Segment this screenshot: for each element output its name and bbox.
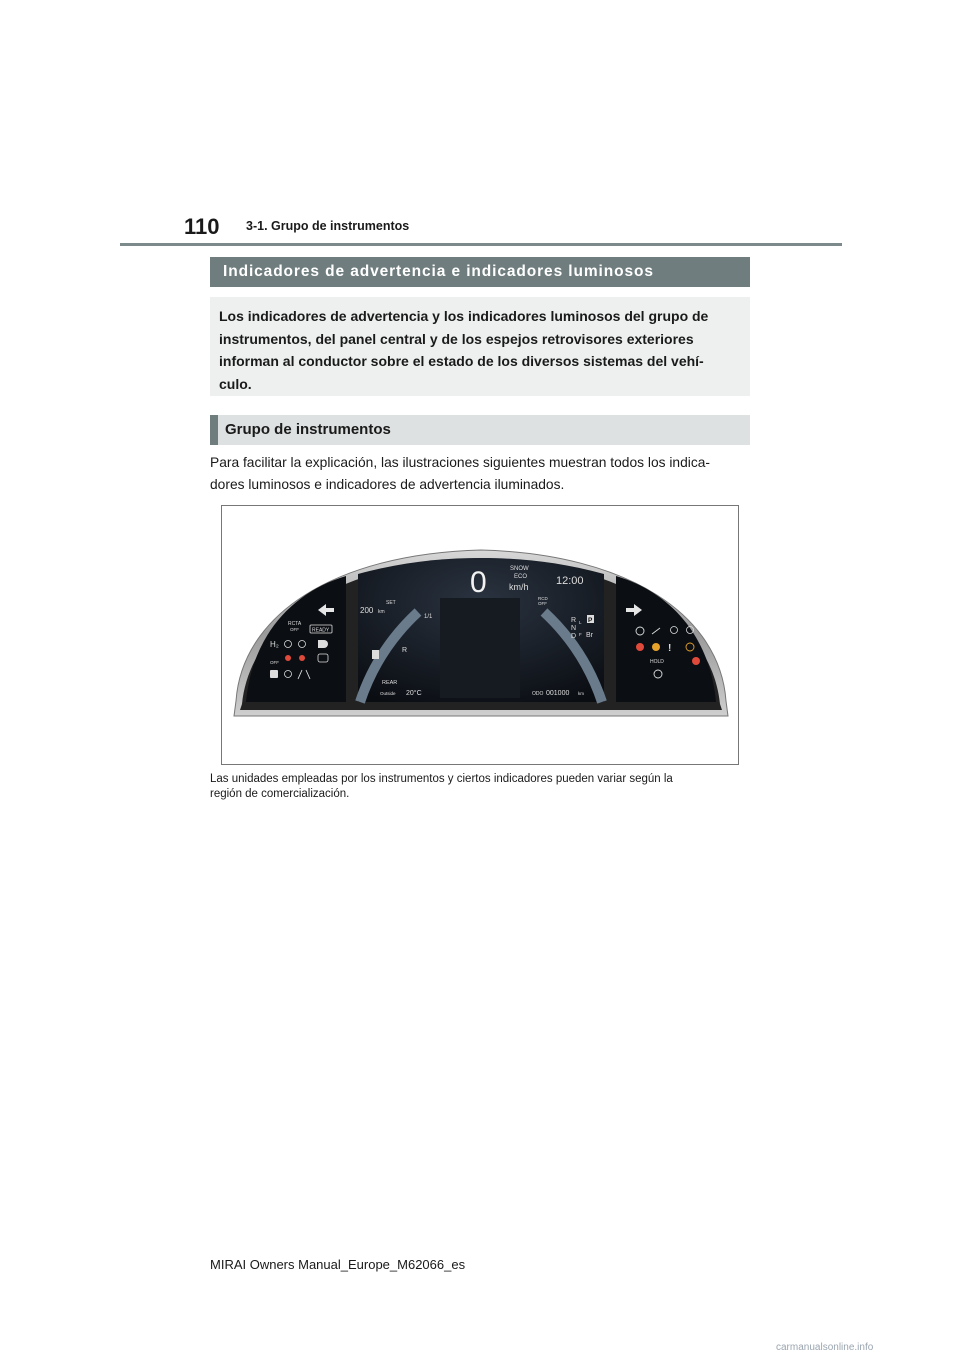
gear-d: D (571, 633, 577, 640)
rear-label: REAR (382, 680, 398, 686)
footer: MIRAI Owners Manual_Europe_M62066_es (210, 1257, 466, 1272)
caption-line: región de comercialización. (210, 788, 350, 800)
odo-label: ODO (532, 691, 544, 697)
outside-temp: 20°C (406, 690, 422, 697)
intro-line: instrumentos, del panel central y de los espejos retrovisores exteriores (219, 330, 694, 347)
fuel-icon (372, 650, 379, 659)
odo-value: 001000 (546, 690, 570, 697)
drive-mode-eco: ECO (514, 574, 528, 580)
caption-line: Las unidades empleadas por los instrumentos y ciertos indicadores pueden variar según la (210, 773, 673, 785)
gauge-r-label: R (402, 647, 408, 654)
abs-icon (636, 643, 644, 651)
intro-box (210, 297, 750, 396)
instrument-cluster-figure (221, 505, 739, 765)
parking-off-label: OFF (270, 660, 279, 665)
banner-title: Indicadores de advertencia e indicadores luminosos (210, 257, 750, 287)
clock: 12:00 (556, 575, 584, 587)
gear-l: L (579, 620, 582, 625)
intro-line: culo. (219, 375, 252, 392)
speed-readout: 0 (470, 566, 487, 599)
door-open-icon (270, 670, 278, 678)
gear-f: F (579, 632, 582, 637)
instrument-cluster-illustration (222, 506, 739, 765)
brake-warning-icon (692, 657, 700, 665)
hold-label: HOLD (650, 659, 664, 665)
intro-line: Los indicadores de advertencia y los indicadores luminosos del grupo de (219, 308, 709, 324)
intro-line: informan al conductor sobre el estado de los diversos sistemas del vehí- (219, 353, 704, 369)
body-paragraph (210, 452, 750, 496)
gear-n: N (571, 625, 577, 632)
page-number: 110 (184, 214, 220, 239)
rcd-off-label: OFF (538, 601, 547, 606)
airbag-icon (299, 655, 305, 661)
figure-caption (210, 772, 750, 802)
gear-r: R (571, 617, 577, 624)
paragraph-line: dores luminosos e indicadores de advertencia iluminados. (210, 477, 565, 492)
watermark: carmanualsonline.info (776, 1342, 874, 1353)
seatbelt-icon (285, 655, 291, 661)
section-title: 3-1. Grupo de instrumentos (246, 219, 410, 233)
rcta-label: RCTA (288, 621, 302, 627)
hydrogen-label: H₂ (270, 640, 279, 649)
gear-br: Br (586, 632, 593, 639)
fraction-label: 1/1 (424, 614, 433, 620)
range-value: 200 (360, 606, 374, 615)
headlight-icon (318, 640, 328, 648)
range-unit: km (378, 609, 385, 615)
rcd-label: RCD (538, 596, 548, 601)
ready-label: READY (312, 627, 330, 634)
header-rule (120, 243, 842, 246)
steering-icon (652, 643, 660, 651)
gear-p: P (588, 617, 593, 624)
master-warning: ! (668, 643, 672, 654)
outside-label: Outside (380, 691, 396, 696)
set-label: SET (386, 600, 396, 606)
subsection-title: Grupo de instrumentos (210, 415, 750, 445)
center-map-area (440, 598, 520, 698)
paragraph-line: Para facilitar la explicación, las ilustraciones siguientes muestran todos los indica- (210, 455, 710, 470)
drive-mode-snow: SNOW (510, 566, 529, 572)
odo-unit: km (578, 691, 584, 696)
rcta-off-label: OFF (290, 627, 299, 632)
speed-unit: km/h (509, 582, 529, 592)
